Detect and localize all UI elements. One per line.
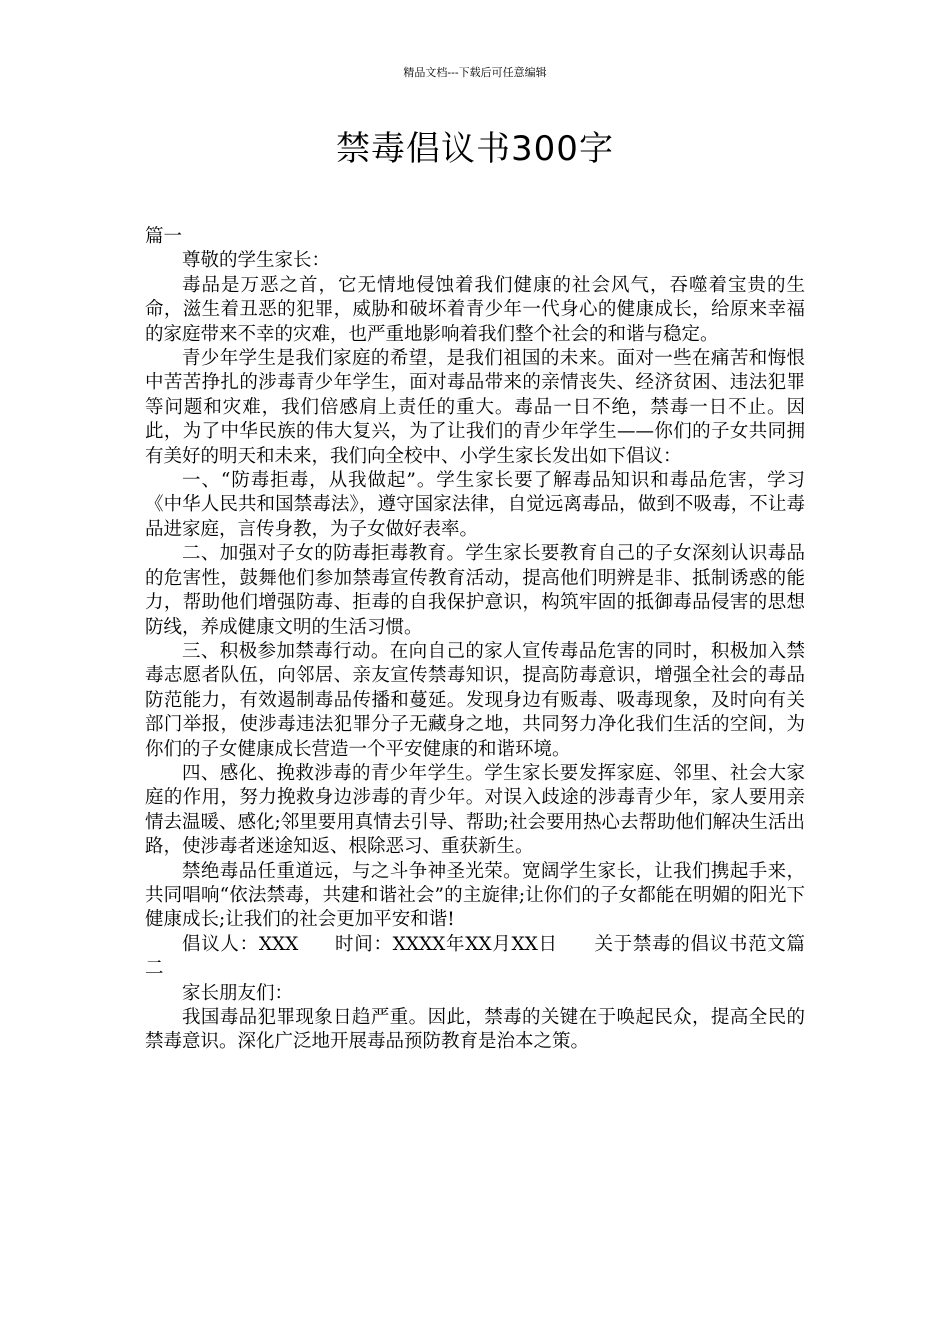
salutation: 尊敬的学生家长： <box>182 250 331 272</box>
section-label: 篇一 <box>145 226 183 247</box>
salutation: 家长朋友们： <box>182 982 294 1004</box>
paragraph: 四、感化、挽救涉毒的青少年学生。学生家长要发挥家庭、邻里、社会大家庭的作用，努力挽救身边涉毒的青少年。对误入歧途的涉毒青少年，家人要用亲情去温暖、感化;邻里要用真情去引导、帮助;社会要用热心去帮助他们解决生活出路，使涉毒者迷途知返、根除恶习、重获新生。 <box>145 762 805 858</box>
signature-line <box>145 933 805 982</box>
document-title: 禁毒倡议书300字 <box>336 129 614 169</box>
next-section-title: 关于禁毒的倡议书范文篇二 <box>145 933 805 980</box>
paragraph: 二、加强对子女的防毒拒毒教育。学生家长要教育自己的子女深刻认识毒品的危害性，鼓舞他们参加禁毒宣传教育活动，提高他们明辨是非、抵制诱惑的能力，帮助他们增强防毒、拒毒的自我保护意识，构筑牢固的抵御毒品侵害的思想防线，养成健康文明的生活习惯。 <box>145 543 805 638</box>
paragraph: 青少年学生是我们家庭的希望，是我们祖国的未来。面对一些在痛苦和悔恨中苦苦挣扎的涉毒青少年学生，面对毒品带来的亲情丧失、经济贫困、违法犯罪等问题和灾难，我们倍感肩上责任的重大。毒品一日不绝，禁毒一日不止。因此，为了中华民族的伟大复兴，为了让我们的青少年学生——你们的子女共同拥有美好的明天和未来，我们向全校中、小学生家长发出如下倡议： <box>145 348 805 467</box>
header-note: 精品文档---下载后可任意编辑 <box>403 66 547 79</box>
document-body <box>145 225 805 1055</box>
signature-time: 时间：XXXX年XX月XX日 <box>334 933 558 955</box>
paragraph: 我国毒品犯罪现象日趋严重。因此，禁毒的关键在于唤起民众，提高全民的禁毒意识。深化广泛地开展毒品预防教育是治本之策。 <box>145 1007 805 1053</box>
paragraph: 毒品是万恶之首，它无情地侵蚀着我们健康的社会风气，吞噬着宝贵的生命，滋生着丑恶的犯罪，威胁和破坏着青少年一代身心的健康成长，给原来幸福的家庭带来不幸的灾难，也严重地影响着我们整个社会的和谐与稳定。 <box>145 274 805 345</box>
paragraph: 一、“防毒拒毒，从我做起”。学生家长要了解毒品知识和毒品危害，学习《中华人民共和国禁毒法》，遵守国家法律，自觉远离毒品，做到不吸毒，不让毒品进家庭，言传身教，为子女做好表率。 <box>145 470 805 540</box>
proposer: 倡议人：XXX <box>182 933 299 955</box>
paragraph: 禁绝毒品任重道远，与之斗争神圣光荣。宽阔学生家长，让我们携起手来，共同唱响“依法禁毒，共建和谐社会”的主旋律;让你们的子女都能在明媚的阳光下健康成长;让我们的社会更加平安和谐! <box>145 860 805 931</box>
paragraph: 三、积极参加禁毒行动。在向自己的家人宣传毒品危害的同时，积极加入禁毒志愿者队伍，向邻居、亲友宣传禁毒知识，提高防毒意识，增强全社会的毒品防范能力，有效遏制毒品传播和蔓延。发现身边有贩毒、吸毒现象，及时向有关部门举报，使涉毒违法犯罪分子无藏身之地，共同努力净化我们生活的空间，为你们的子女健康成长营造一个平安健康的和谐环境。 <box>145 640 805 760</box>
